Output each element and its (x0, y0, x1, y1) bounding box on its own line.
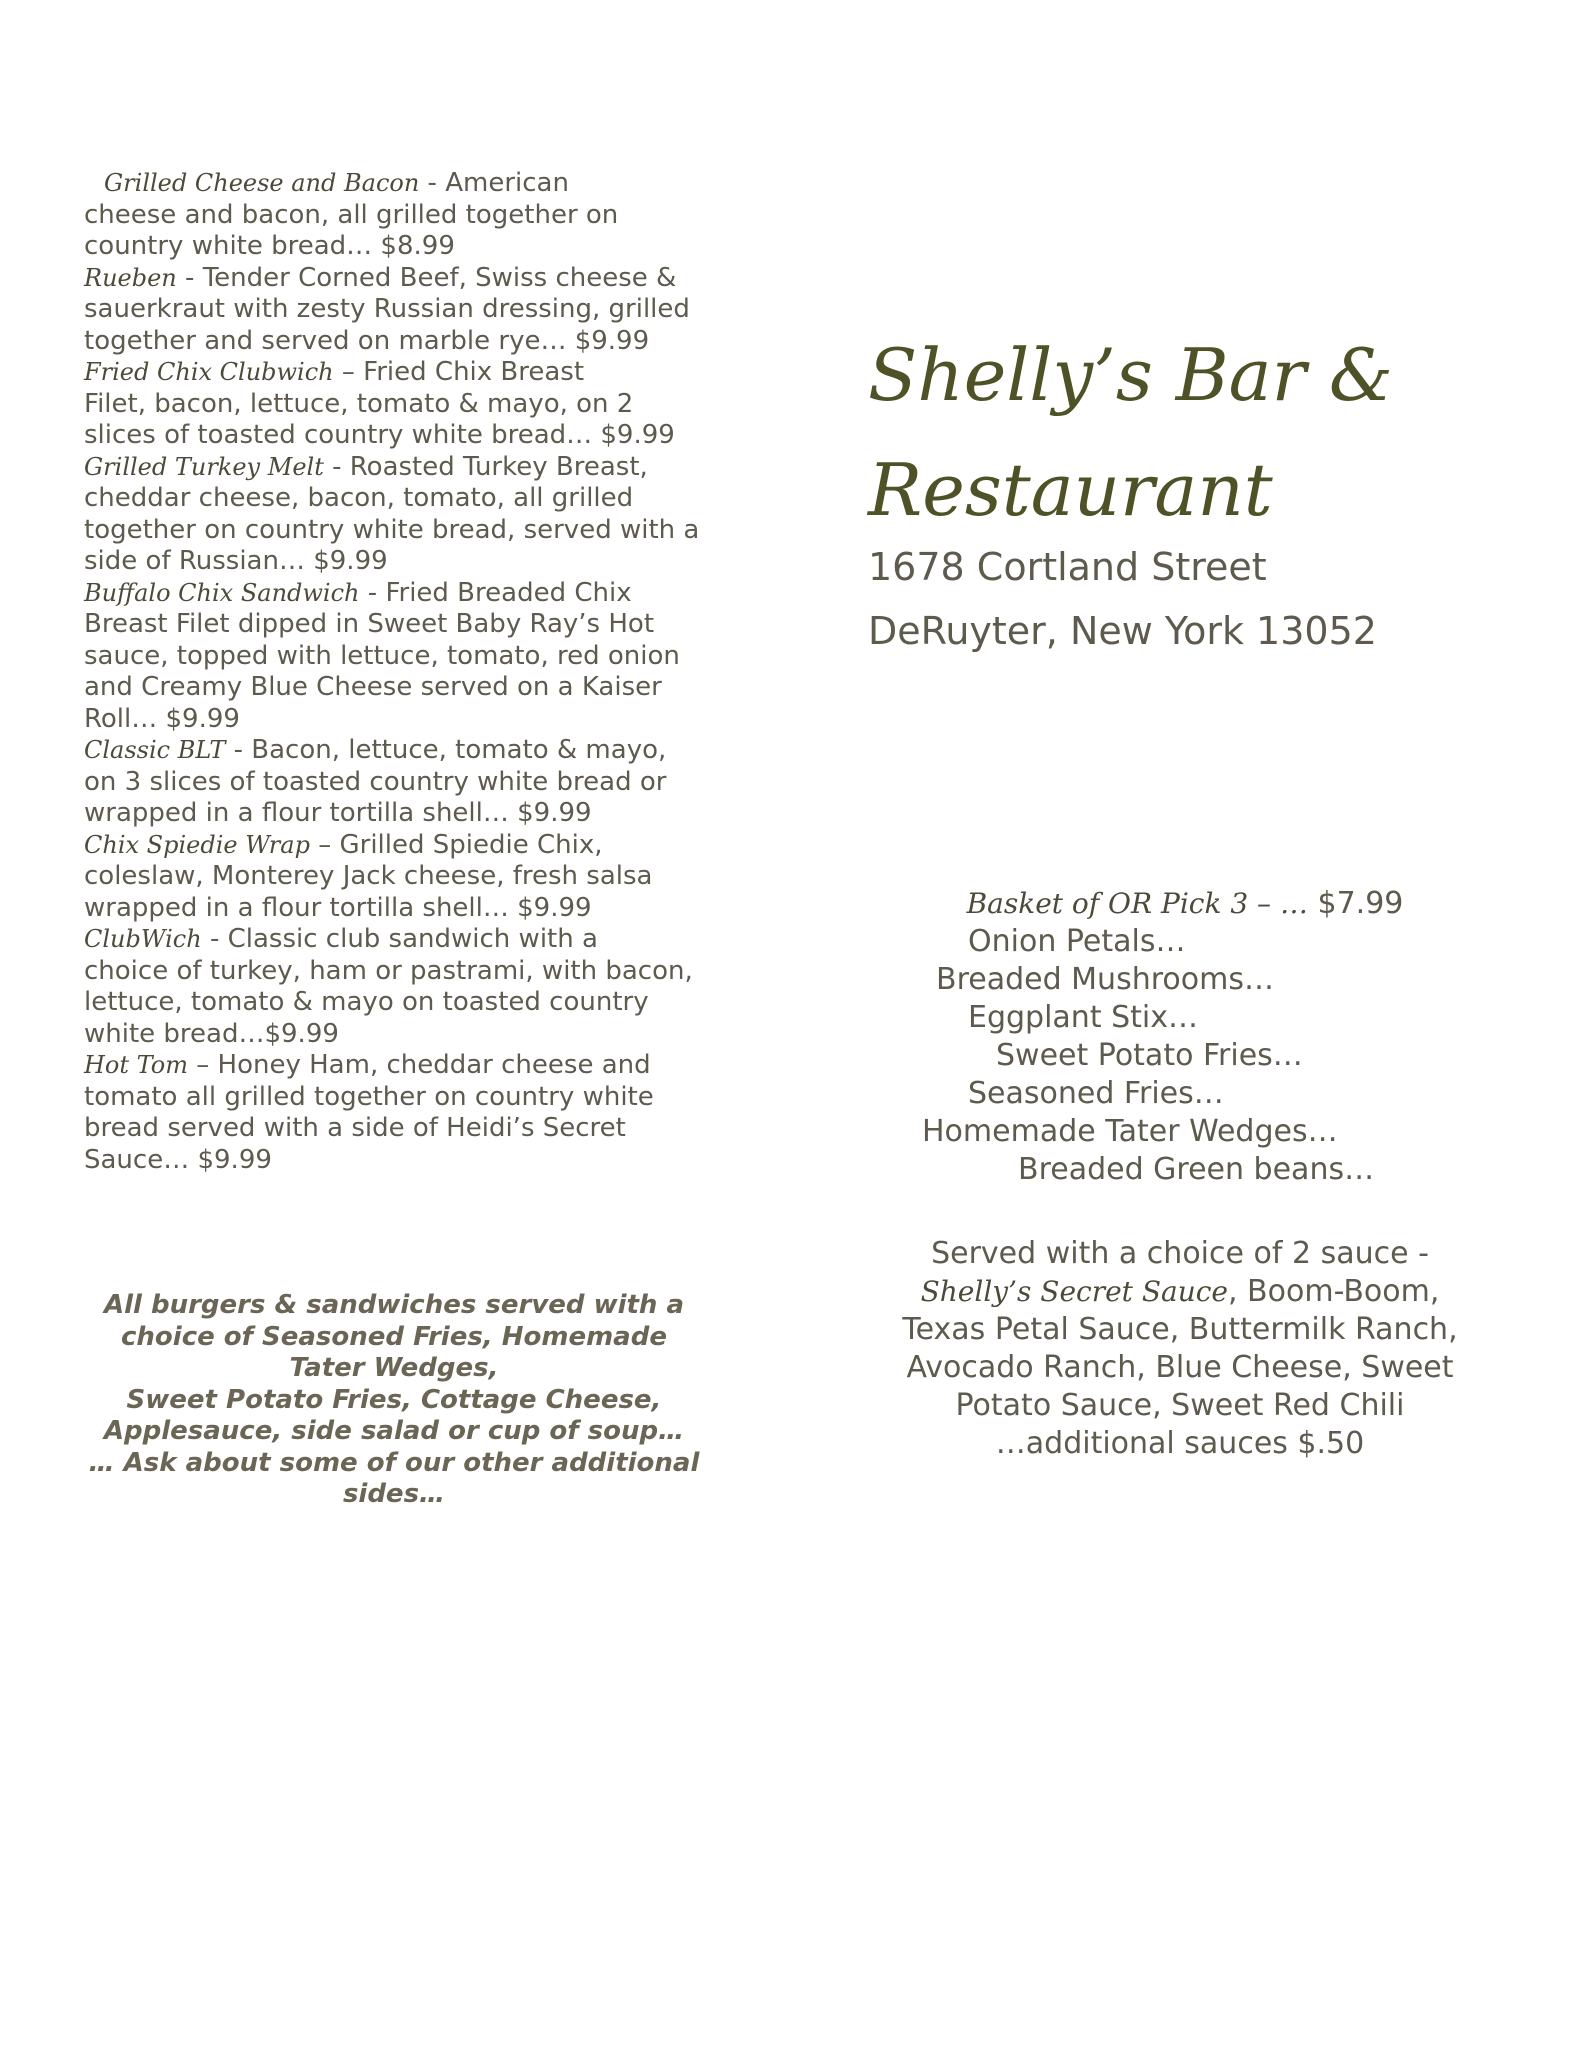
menu-item-description: Fried Chix Breast (363, 357, 585, 387)
sauce-line: Potato Sauce, Sweet Red Chili (955, 1388, 1405, 1423)
menu-item-description-line: coleslaw, Monterey Jack cheese, fresh salsa (84, 861, 653, 891)
menu-item-description-line: cheese and bacon, all grilled together on (84, 199, 619, 230)
menu-item-description-line: Breast Filet dipped in Sweet Baby Ray’s Hot (84, 609, 655, 639)
sauce-secret-line (860, 1273, 1500, 1311)
menu-item (84, 263, 704, 358)
menu-item-description: Roasted Turkey Breast, (349, 451, 648, 482)
basket-item: Eggplant Stix… (968, 1000, 1199, 1035)
menu-item (84, 452, 704, 578)
sandwich-menu-list (84, 168, 704, 1176)
menu-item-description-line: side of Russian… $9.99 (84, 546, 388, 576)
menu-item-separator: – (188, 1050, 218, 1080)
menu-item-description: Honey Ham, cheddar cheese and (217, 1050, 651, 1080)
menu-item-description: Fried Breaded Chix (385, 577, 632, 608)
menu-item-separator: - (323, 451, 350, 482)
menu-item-name: ClubWich (84, 925, 202, 953)
sauce-lines (860, 1311, 1500, 1463)
menu-item-description-line: together on country white bread, served with a (84, 514, 700, 545)
menu-item-description: Classic club sandwich with a (227, 924, 598, 954)
menu-item-description-line: sauce, topped with lettuce, tomato, red onion (84, 640, 680, 671)
menu-item-description-line: lettuce, tomato & mayo on toasted country (84, 987, 649, 1017)
menu-item-name: Grilled Cheese and Bacon (104, 169, 420, 197)
menu-item-description: Bacon, lettuce, tomato & mayo, (251, 735, 667, 765)
basket-items-list (860, 923, 1500, 1189)
sauce-line: …additional sauces $.50 (995, 1426, 1365, 1461)
menu-item-description-line: sauerkraut with zesty Russian dressing, grilled (84, 294, 690, 324)
menu-item-description-line: country white bread… $8.99 (84, 231, 455, 261)
menu-item (84, 924, 704, 1050)
menu-item-description-line: Filet, bacon, lettuce, tomato & mayo, on 2 (84, 388, 634, 419)
basket-item: Breaded Mushrooms… (936, 962, 1274, 997)
sides-note-line: Tater Wedges, (289, 1353, 499, 1383)
menu-item-name: Fried Chix Clubwich (84, 358, 334, 386)
menu-item-separator: - (359, 577, 386, 608)
menu-item-name: Buffalo Chix Sandwich (84, 578, 360, 607)
basket-item: Onion Petals… (968, 924, 1186, 959)
menu-item-name: Grilled Turkey Melt (84, 452, 324, 481)
menu-item-first-line (84, 924, 704, 956)
basket-item: Seasoned Fries… (968, 1076, 1224, 1111)
menu-item (84, 578, 704, 736)
menu-item-description-line: together and served on marble rye… $9.99 (84, 325, 650, 356)
secret-sauce-name: Shelly’s Secret Sauce (920, 1275, 1228, 1308)
menu-item-description-line: Sauce… $9.99 (84, 1144, 272, 1175)
menu-item (84, 735, 704, 830)
basket-item: Breaded Green beans… (1018, 1152, 1375, 1187)
menu-item-name: Hot Tom (84, 1051, 189, 1079)
restaurant-address (868, 535, 1508, 663)
sides-note-line: Applesauce, side salad or cup of soup… (103, 1416, 685, 1446)
address-city: DeRuyter, New York 13052 (868, 609, 1377, 653)
basket-price: $7.99 (1317, 886, 1404, 921)
menu-item-description: American (445, 168, 569, 198)
menu-item-description-line: white bread…$9.99 (84, 1018, 339, 1049)
menu-item-first-line (84, 735, 704, 767)
basket-section (860, 885, 1500, 1189)
restaurant-title-line1: Shelly’s Bar & (868, 333, 1393, 417)
menu-item-description-line: and Creamy Blue Cheese served on a Kaiser (84, 672, 662, 702)
menu-item (84, 168, 704, 263)
menu-item-description-line: Roll… $9.99 (84, 703, 240, 734)
menu-item (84, 830, 704, 925)
menu-item-separator: – (309, 829, 340, 860)
menu-item-first-line (84, 578, 704, 610)
sides-note-line: choice of Seasoned Fries, Homemade (121, 1321, 667, 1352)
sauce-after-secret: , Boom-Boom, (1227, 1274, 1440, 1309)
menu-item-description-line: cheddar cheese, bacon, tomato, all grilled (84, 483, 634, 513)
menu-item-description: Tender Corned Beef, Swiss cheese & (202, 262, 677, 293)
menu-item-name: Chix Spiedie Wrap (84, 830, 310, 859)
menu-item-first-line (84, 452, 704, 484)
menu-item-separator: - (419, 168, 446, 198)
sauce-intro: Served with a choice of 2 sauce - (931, 1236, 1429, 1271)
menu-item-description-line: on 3 slices of toasted country white bread or (84, 766, 667, 797)
menu-item-separator: - (201, 924, 228, 954)
menu-item-description-line: bread served with a side of Heidi’s Secret (84, 1113, 626, 1143)
sauce-line: Avocado Ranch, Blue Cheese, Sweet (906, 1350, 1454, 1385)
menu-item-separator: - (176, 262, 203, 293)
sauce-section (860, 1235, 1500, 1463)
basket-item: Sweet Potato Fries… (996, 1038, 1303, 1073)
menu-item-description-line: wrapped in a flour tortilla shell… $9.99 (84, 798, 592, 828)
menu-item-separator: – (333, 357, 364, 387)
menu-item-first-line (84, 830, 704, 862)
address-street: 1678 Cortland Street (868, 545, 1267, 589)
sides-note-line: … Ask about some of our other additional (88, 1447, 700, 1478)
sides-note-line: Sweet Potato Fries, Cottage Cheese, (126, 1384, 662, 1415)
menu-item-separator: - (225, 735, 252, 765)
menu-item-first-line (84, 263, 704, 295)
menu-item (84, 1050, 704, 1176)
menu-item-name: Classic BLT (84, 736, 226, 764)
menu-item-first-line (84, 168, 704, 200)
menu-item-first-line (84, 1050, 704, 1082)
sauce-line: Texas Petal Sauce, Buttermilk Ranch, (902, 1312, 1458, 1347)
menu-item (84, 357, 704, 452)
sides-note-line: sides… (342, 1479, 446, 1509)
menu-item-name: Rueben (84, 263, 177, 292)
basket-label: Basket of OR Pick 3 – … (966, 887, 1308, 920)
sides-note-line: All burgers & sandwiches served with a (103, 1290, 685, 1320)
menu-item-description-line: slices of toasted country white bread… $9.99 (84, 420, 675, 450)
menu-item-description-line: tomato all grilled together on country white (84, 1081, 654, 1112)
restaurant-title (868, 318, 1508, 548)
menu-item-description: Grilled Spiedie Chix, (339, 829, 603, 860)
menu-item-description-line: wrapped in a flour tortilla shell… $9.99 (84, 892, 592, 923)
menu-item-description-line: choice of turkey, ham or pastrami, with bacon, (84, 955, 693, 986)
basket-item: Homemade Tater Wedges… (922, 1114, 1338, 1149)
sides-note (84, 1290, 704, 1511)
basket-header (860, 885, 1500, 923)
restaurant-title-line2: Restaurant (868, 448, 1273, 532)
menu-item-first-line (84, 357, 704, 389)
